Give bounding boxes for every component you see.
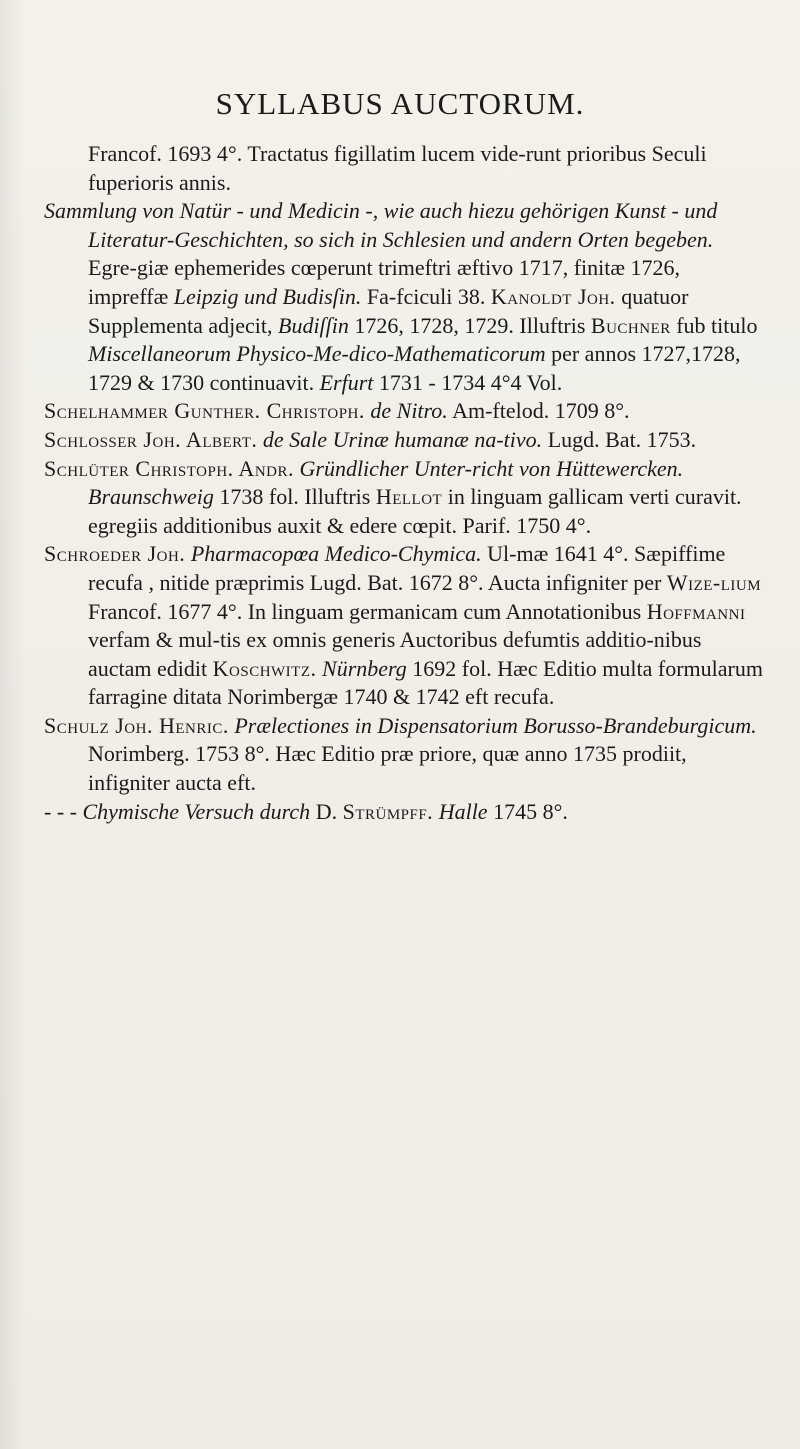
work-title: de Nitro. xyxy=(370,398,448,424)
work-title: Halle xyxy=(438,798,488,824)
author-name: Schelhammer Gunther. Christoph. xyxy=(44,398,365,424)
entry-text: Francof. 1693 4°. Tractatus figillatim lucem vide-runt prioribus Seculi fuperioris annis. xyxy=(88,141,707,195)
author-name: Koschwitz. xyxy=(212,655,317,681)
author-name: Buchner xyxy=(590,312,671,338)
bibliography-entries xyxy=(44,140,764,826)
entry-text: per annos 1727,1728, 1729 & 1730 continuavit. xyxy=(88,341,741,395)
entry-text: in linguam gallicam verti curavit. egregiis additionibus auxit & edere cœpit. Parif. 1750 4°. xyxy=(88,484,742,538)
bibliography-entry xyxy=(44,798,764,827)
entry-text: 1738 fol. Illuftris xyxy=(213,484,376,510)
author-name: Hoffmanni xyxy=(646,598,746,624)
entry-text: quatuor Supplementa adjecit, xyxy=(88,283,689,338)
author-name: Hellot xyxy=(375,484,443,510)
bibliography-entry xyxy=(44,712,764,798)
entry-text: Fa-fciculi 38. xyxy=(361,283,491,309)
entry-text: Norimberg. 1753 8°. Hæc Editio præ priore, quæ anno 1735 prodiit, infigniter aucta eft. xyxy=(88,741,687,796)
bibliography-entry xyxy=(44,197,764,397)
author-name: Kanoldt Joh. xyxy=(490,283,616,309)
entry-text: D. xyxy=(310,798,343,824)
author-name: Schulz Joh. Henric. xyxy=(44,712,229,738)
bibliography-entry xyxy=(44,426,764,455)
work-title: Sammlung von Natür - und Medicin -, wie auch hiezu gehörigen Kunst - und Literatur-Geschichten, so sich in Schlesien und andern Orten begeben. xyxy=(44,198,718,252)
author-name: Schlüter Christoph. Andr. xyxy=(44,455,294,481)
entry-text: Am-ftelod. 1709 8°. xyxy=(447,398,630,424)
entry-text: 1726, 1728, 1729. Illuftris xyxy=(348,312,591,338)
entry-continuation xyxy=(44,140,764,197)
work-title: Budiſſin xyxy=(278,312,349,338)
entry-text: 1692 fol. Hæc Editio multa formularum farragine ditata Norimbergæ 1740 & 1742 eft recufa. xyxy=(88,655,763,710)
work-title: Pharmacopœa Medico-Chymica. xyxy=(190,541,482,567)
entry-text: - - - xyxy=(44,798,83,824)
bibliography-entry xyxy=(44,455,764,541)
work-title: Erfurt xyxy=(319,369,374,395)
entry-text: Francof. 1677 4°. In linguam germanicam cum Annotationibus xyxy=(88,598,647,624)
entry-text: 1745 8°. xyxy=(487,798,568,824)
work-title: Chymische Versuch durch xyxy=(82,798,311,824)
entry-text: Lugd. Bat. 1753. xyxy=(542,426,697,452)
bibliography-entry xyxy=(44,540,764,712)
author-name: Schroeder Joh. xyxy=(44,541,186,567)
work-title: Miscellaneorum Physico-Me-dico-Mathematicorum xyxy=(88,341,546,367)
page-heading: SYLLABUS AUCTORUM. xyxy=(215,86,585,121)
author-name: Strümpff. xyxy=(342,798,434,824)
work-title: Nürnberg xyxy=(322,655,407,681)
entry-text: Ul-mæ 1641 4°. Sæpiffime recufa , nitide præprimis Lugd. Bat. 1672 8°. Aucta infigniter per xyxy=(88,541,726,595)
author-name: Wize-lium xyxy=(666,569,762,595)
work-title: Prælectiones in Dispensatorium Borusso-Brandeburgicum. xyxy=(234,712,757,738)
work-title: Gründlicher Unter-richt von Hüttewercken. Braunschweig xyxy=(88,455,684,510)
bibliography-entry xyxy=(44,397,764,426)
entry-text: Egre-giæ ephemerides cœperunt trimeftri æftivo 1717, finitæ 1726, impreffæ xyxy=(88,255,681,309)
entry-text: verfam & mul-tis ex omnis generis Auctoribus defumtis additio-nibus auctam edidit xyxy=(88,627,702,681)
work-title: de Sale Urinæ humanæ na-tivo. xyxy=(262,426,543,452)
entry-text: 1731 - 1734 4°4 Vol. xyxy=(373,369,563,395)
author-name: Schlosser Joh. Albert. xyxy=(44,426,258,452)
work-title: Leipzig und Budisſin. xyxy=(173,283,362,309)
entry-text: fub titulo xyxy=(670,312,758,338)
